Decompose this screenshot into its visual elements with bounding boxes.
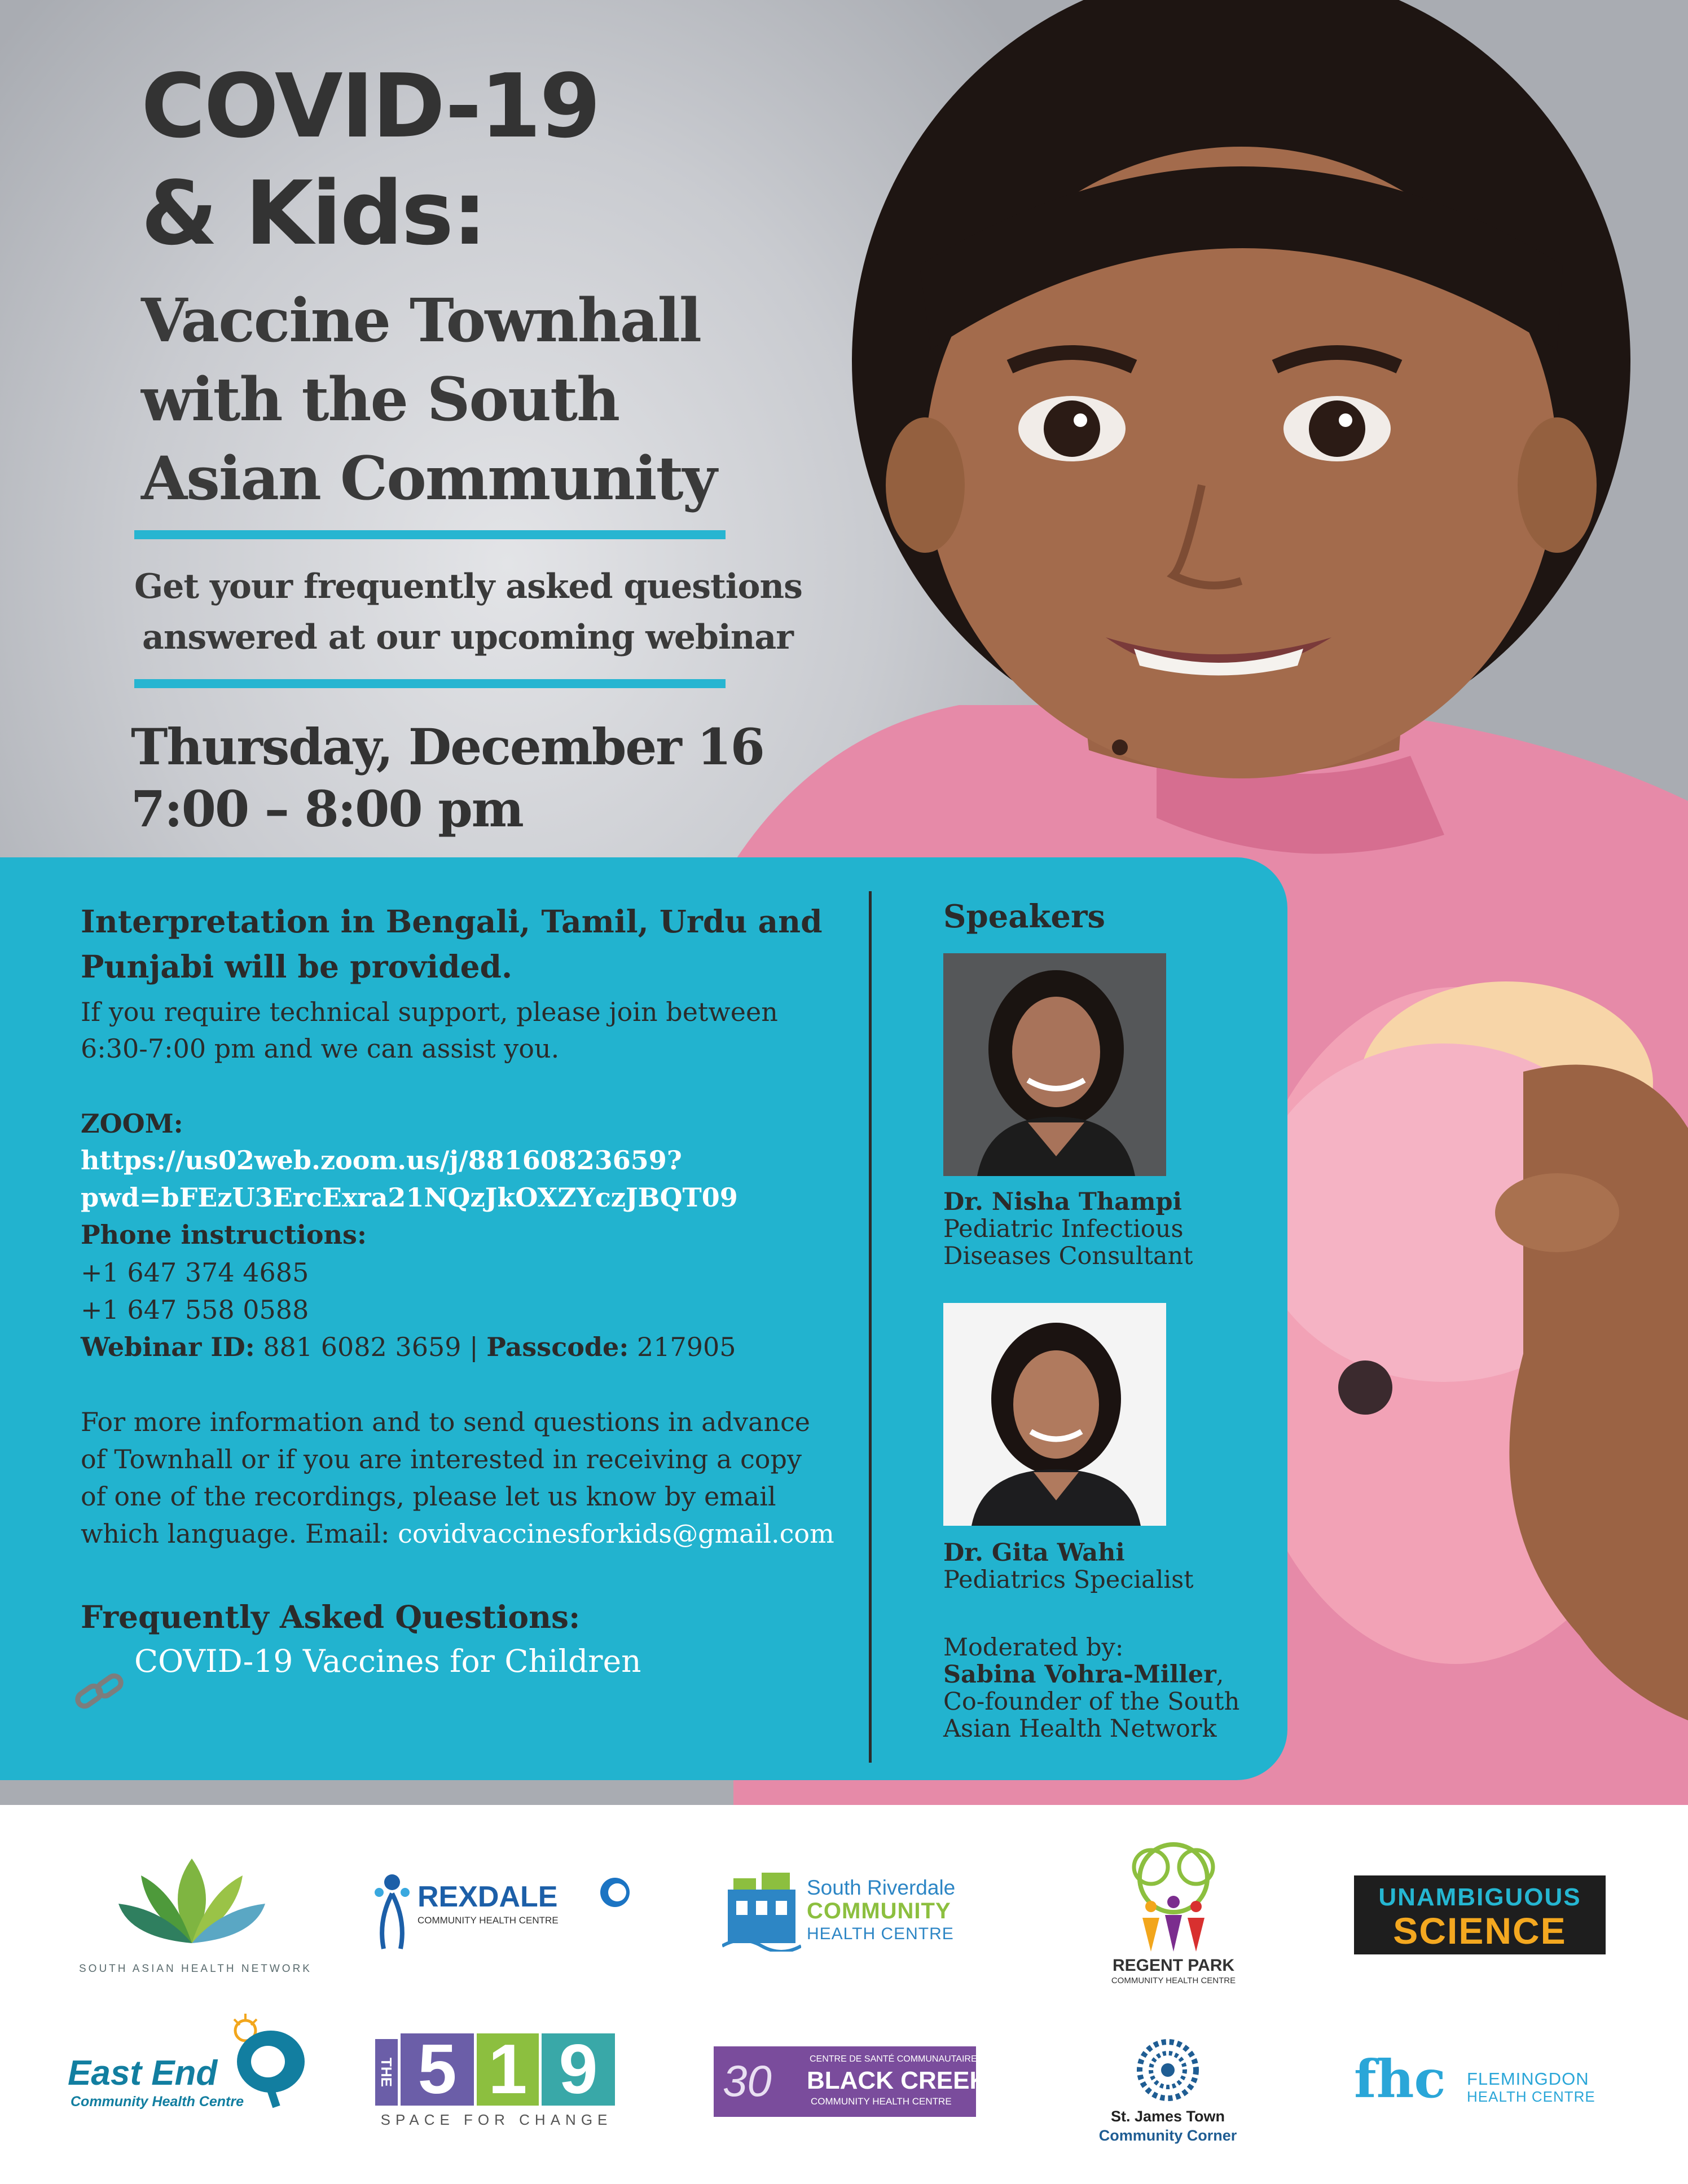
fhc-line-1: FLEMINGDON [1467, 2069, 1589, 2089]
email-prefix: which language. Email: [81, 1518, 398, 1549]
the519-digit-5: 5 [401, 2033, 474, 2106]
passcode-label: Passcode: [486, 1332, 629, 1362]
sjt-line-1: St. James Town [1110, 2108, 1225, 2125]
moderator-name-line [943, 1663, 1224, 1687]
building-icon [722, 1867, 801, 1952]
zoom-link-line-1[interactable]: https://us02web.zoom.us/j/88160823659? [81, 1145, 682, 1175]
link-icon[interactable] [73, 1672, 130, 1712]
logo-regent-park-chc [1072, 1839, 1275, 1991]
the519-the: THE [375, 2039, 398, 2106]
speaker-1-name: Dr. Nisha Thampi [943, 1188, 1182, 1216]
blackcreek-sub: COMMUNITY HEALTH CENTRE [811, 2096, 952, 2107]
speaker-2-name: Dr. Gita Wahi [943, 1539, 1125, 1567]
more-info-line-1: For more information and to send questions in advance [81, 1407, 811, 1437]
fhc-line-2: HEALTH CENTRE [1467, 2088, 1595, 2105]
aohc-icon [598, 1875, 632, 1909]
regent-line-1: REGENT PARK [1112, 1956, 1235, 1975]
panel-divider [869, 891, 872, 1763]
rexdale-figure-icon [372, 1870, 412, 1954]
speaker-2-role: Pediatrics Specialist [943, 1566, 1194, 1594]
rexdale-name: REXDALE [417, 1881, 558, 1913]
logo-the-519 [375, 2031, 618, 2129]
rexdale-sub: COMMUNITY HEALTH CENTRE [417, 1915, 559, 1926]
unamb-line-1: UNAMBIGUOUS [1378, 1883, 1581, 1911]
divider-rule-top [134, 530, 726, 539]
logo-unambiguous-science [1354, 1875, 1606, 1954]
moderator-role-line-1: Co-founder of the South [943, 1688, 1240, 1716]
eastend-sub: Community Health Centre [71, 2094, 244, 2110]
the519-tagline: SPACE FOR CHANGE [380, 2111, 613, 2128]
blackcreek-main: BLACK CREEK [807, 2067, 988, 2094]
srchc-line-2: COMMUNITY [807, 1899, 951, 1923]
subtitle-line-1: Vaccine Townhall [141, 285, 701, 355]
more-info-line-4 [81, 1519, 834, 1549]
speaker-photo-gita-wahi [943, 1303, 1166, 1526]
webinar-id: 881 6082 3659 | [254, 1332, 487, 1362]
srchc-line-3: HEALTH CENTRE [807, 1925, 954, 1943]
sjt-line-2: Community Corner [1098, 2127, 1237, 2144]
title-line-2: & Kids: [141, 162, 486, 265]
zoom-label: ZOOM: [81, 1108, 183, 1139]
speaker-1-role-line-2: Diseases Consultant [943, 1242, 1193, 1270]
moderator-name: Sabina Vohra-Miller [943, 1661, 1216, 1689]
srchc-line-1: South Riverdale [807, 1876, 956, 1899]
logo-st-james-town [1083, 2033, 1252, 2146]
faq-heading: Frequently Asked Questions: [81, 1599, 581, 1635]
sahn-text: SOUTH ASIAN HEALTH NETWORK [79, 1963, 312, 1975]
subtitle-line-3: Asian Community [141, 443, 716, 513]
logo-flemingdon-hc [1354, 2049, 1608, 2115]
tech-support-line-1: If you require technical support, please join between [81, 997, 778, 1027]
email-link[interactable]: covidvaccinesforkids@gmail.com [398, 1518, 834, 1549]
speaker-photo-nisha-thampi [943, 953, 1166, 1176]
divider-rule-bottom [134, 679, 726, 688]
the519-digit-1: 1 [477, 2033, 539, 2106]
regent-line-2: COMMUNITY HEALTH CENTRE [1111, 1976, 1236, 1985]
phone-instructions-label: Phone instructions: [81, 1219, 367, 1250]
blackcreek-fr: CENTRE DE SANTÉ COMMUNAUTAIRE [810, 2054, 977, 2064]
fhc-abbr: fhc [1354, 2049, 1446, 2110]
webinar-details [81, 1332, 736, 1362]
passcode: 217905 [628, 1332, 736, 1362]
phone-number-2: +1 647 558 0588 [81, 1294, 309, 1325]
event-time: 7:00 – 8:00 pm [131, 780, 523, 838]
more-info-line-2: of Townhall or if you are interested in receiving a copy [81, 1444, 802, 1474]
eastend-name: East End [68, 2054, 218, 2093]
tagline-line-2: answered at our upcoming webinar [142, 618, 793, 657]
zoom-link-line-2[interactable]: pwd=bFEzU3ErcExra21NQzJkOXZYczJBQT09 [81, 1182, 738, 1213]
logo-east-end-chc [68, 2014, 310, 2126]
faq-link[interactable]: COVID-19 Vaccines for Children [134, 1643, 641, 1679]
interpretation-line-2: Punjabi will be provided. [81, 948, 513, 985]
sunburst-icon [1131, 2033, 1205, 2107]
black-creek-30: 30 [723, 2056, 772, 2106]
sun-tree-icon [223, 2014, 307, 2110]
logo-rexdale-chc [372, 1870, 638, 1960]
phone-number-1: +1 647 374 4685 [81, 1257, 309, 1288]
logo-south-asian-health-network [79, 1853, 312, 1985]
moderated-by-label: Moderated by: [943, 1633, 1124, 1662]
interpretation-line-1: Interpretation in Bengali, Tamil, Urdu and [81, 903, 823, 940]
the519-digit-9: 9 [542, 2033, 615, 2106]
webinar-id-label: Webinar ID: [81, 1332, 255, 1362]
more-info-line-3: of one of the recordings, please let us know by email [81, 1481, 776, 1512]
lotus-icon [79, 1853, 305, 1949]
moderator-comma: , [1216, 1661, 1224, 1689]
title-line-1: COVID-19 [141, 55, 599, 157]
moderator-role-line-2: Asian Health Network [943, 1715, 1217, 1743]
unamb-line-2: SCIENCE [1393, 1910, 1567, 1952]
logo-south-riverdale-chc [722, 1867, 987, 1957]
logo-black-creek-chc [714, 2046, 988, 2117]
tree-people-icon [1111, 1839, 1236, 1952]
subtitle-line-2: with the South [141, 364, 619, 434]
speakers-heading: Speakers [943, 898, 1105, 935]
tech-support-line-2: 6:30-7:00 pm and we can assist you. [81, 1033, 560, 1064]
tagline-line-1: Get your frequently asked questions [134, 567, 802, 606]
speaker-1-role-line-1: Pediatric Infectious [943, 1215, 1184, 1243]
event-date: Thursday, December 16 [131, 717, 764, 776]
